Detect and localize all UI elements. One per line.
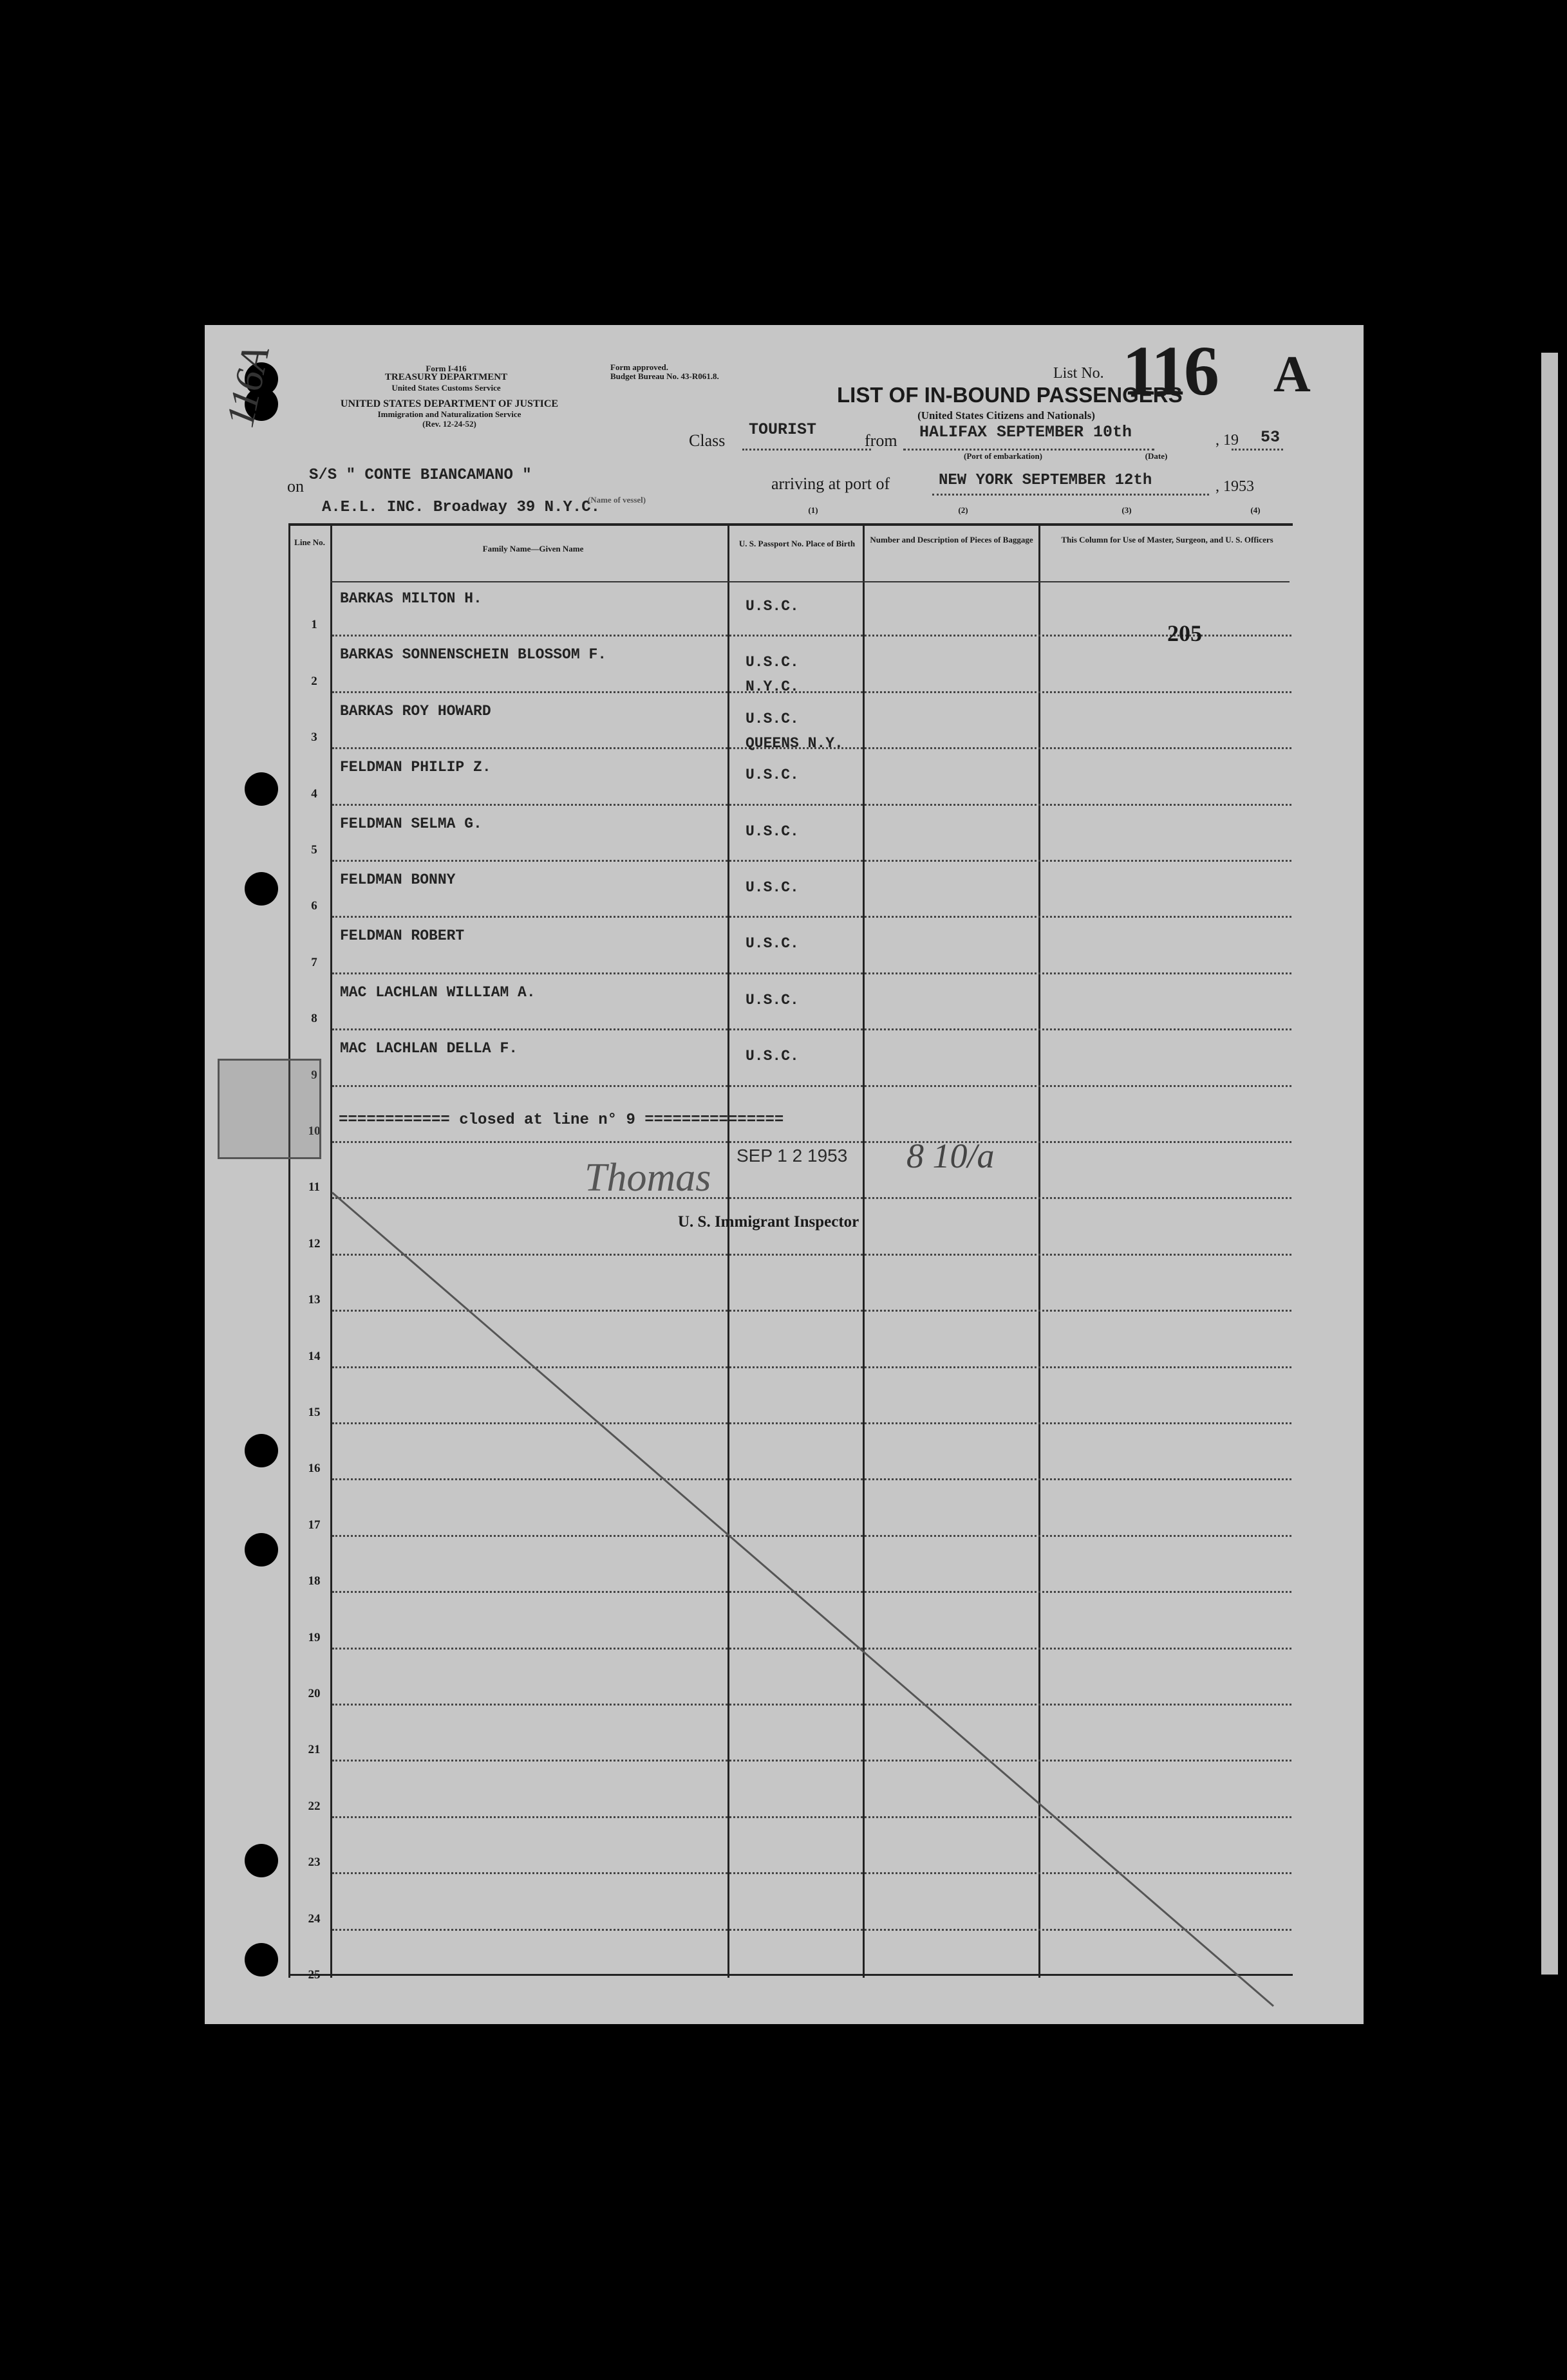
agent-line: A.E.L. INC. Broadway 39 N.Y.C. xyxy=(322,499,601,516)
closed-at-line-text: ============ closed at line n° 9 =============== xyxy=(339,1111,784,1129)
justice-dept: UNITED STATES DEPARTMENT OF JUSTICE xyxy=(340,398,559,409)
cancellation-diagonal xyxy=(205,325,1364,2024)
adjacent-page-edge xyxy=(1541,353,1558,1975)
on-label: on xyxy=(287,477,304,496)
place-of-birth: U.S.C. xyxy=(746,598,799,615)
place-of-birth: U.S.C. xyxy=(746,767,799,784)
line-number: 5 xyxy=(311,843,317,857)
passenger-name: BARKAS SONNENSCHEIN BLOSSOM F. xyxy=(340,646,607,664)
place-of-birth: U.S.C. xyxy=(746,823,799,840)
form-approved: Form approved. xyxy=(610,362,669,372)
col-baggage-header: Number and Description of Pieces of Baggage xyxy=(870,535,1033,544)
line-number: 3 xyxy=(311,730,317,745)
line-number: 6 xyxy=(311,899,317,913)
place-of-birth-detail: N.Y.C. xyxy=(746,678,799,696)
vessel-caption: (Name of vessel) xyxy=(587,495,646,505)
passenger-name: MAC LACHLAN WILLIAM A. xyxy=(340,983,536,1001)
class-label: Class xyxy=(689,431,726,450)
inspection-date-stamp: SEP 1 2 1953 xyxy=(737,1146,848,1166)
arrival-value: NEW YORK SEPTEMBER 12th xyxy=(939,472,1152,489)
col-line-header: Line No. xyxy=(294,537,325,547)
place-of-birth: U.S.C. xyxy=(746,935,799,953)
line-number: 7 xyxy=(311,955,317,969)
embarkation-value: HALIFAX SEPTEMBER 10th xyxy=(919,423,1132,442)
list-suffix: A xyxy=(1273,346,1311,403)
line-number: 21 xyxy=(308,1743,321,1757)
ins-service: Immigration and Naturalization Service xyxy=(377,409,521,419)
col-name-header: Family Name—Given Name xyxy=(482,544,584,553)
line-number: 23 xyxy=(308,1855,321,1870)
line-number: 11 xyxy=(308,1180,320,1195)
inspector-signature: Thomas xyxy=(585,1156,711,1200)
place-of-birth-detail: QUEENS N.Y. xyxy=(746,734,843,752)
line-number: 4 xyxy=(311,786,317,801)
class-value: TOURIST xyxy=(749,420,817,439)
line-number: 9 xyxy=(311,1068,317,1082)
list-label: List No. xyxy=(1053,365,1104,382)
line-number: 16 xyxy=(308,1462,321,1476)
passenger-name: BARKAS MILTON H. xyxy=(340,590,482,607)
line-number: 22 xyxy=(308,1799,321,1813)
inspector-title: U. S. Immigrant Inspector xyxy=(678,1213,859,1231)
page-subtitle: (United States Citizens and Nationals) xyxy=(917,409,1095,422)
place-of-birth: U.S.C. xyxy=(746,710,799,727)
officer-note: 205 xyxy=(1167,620,1202,646)
manifest-page xyxy=(205,325,1364,2024)
line-number: 12 xyxy=(308,1236,321,1250)
passenger-name: BARKAS ROY HOWARD xyxy=(340,702,491,720)
passenger-name: MAC LACHLAN DELLA F. xyxy=(340,1040,518,1057)
col3-caption: (2) xyxy=(958,505,968,515)
budget-bureau: Budget Bureau No. 43-R061.8. xyxy=(610,371,719,381)
line-number: 24 xyxy=(308,1911,321,1926)
passenger-name: FELDMAN PHILIP Z. xyxy=(340,759,491,776)
list-number: 116 xyxy=(1122,331,1217,410)
from-label: from xyxy=(865,431,897,450)
time-annotation: 8 10/a xyxy=(906,1137,995,1175)
vessel-name: S/S " CONTE BIANCAMANO " xyxy=(309,467,532,484)
revision: (Rev. 12-24-52) xyxy=(422,419,476,429)
line-number: 20 xyxy=(308,1687,321,1700)
arrival-year: , 1953 xyxy=(1215,478,1254,495)
customs-service: United States Customs Service xyxy=(391,383,501,393)
line-number: 2 xyxy=(311,674,317,688)
from-year: 53 xyxy=(1261,428,1281,447)
date-caption: (Date) xyxy=(1145,451,1168,461)
line-number: 18 xyxy=(308,1574,321,1588)
place-of-birth: U.S.C. xyxy=(746,1048,799,1065)
line-number: 25 xyxy=(308,1968,321,1982)
col5-caption: (4) xyxy=(1250,505,1261,515)
line-number: 10 xyxy=(308,1124,321,1138)
treasury-dept: TREASURY DEPARTMENT xyxy=(384,372,508,382)
passenger-name: FELDMAN BONNY xyxy=(340,871,456,888)
col-passport-header: U. S. Passport No. Place of Birth xyxy=(738,539,856,548)
place-of-birth: U.S.C. xyxy=(746,879,799,896)
line-number: 8 xyxy=(311,1012,317,1026)
page-title: LIST OF IN-BOUND PASSENGERS xyxy=(837,383,1183,407)
line-number: 17 xyxy=(308,1518,321,1532)
place-of-birth: U.S.C. xyxy=(746,991,799,1009)
margin-handwriting: 116A xyxy=(218,342,278,431)
line-number: 19 xyxy=(308,1630,321,1644)
place-of-birth: U.S.C. xyxy=(746,654,799,671)
col4-caption: (3) xyxy=(1121,505,1132,515)
line-number: 1 xyxy=(311,618,317,632)
arriving-label: arriving at port of xyxy=(771,474,890,493)
passenger-name: FELDMAN ROBERT xyxy=(340,927,465,945)
port-embarkation-caption: (Port of embarkation) xyxy=(963,451,1043,461)
passenger-name: FELDMAN SELMA G. xyxy=(340,815,482,832)
col-officers-header: This Column for Use of Master, Surgeon, and U. S. Officers xyxy=(1061,535,1273,544)
from-year-prefix: , 19 xyxy=(1215,432,1239,449)
line-number: 15 xyxy=(308,1406,321,1419)
line-number: 13 xyxy=(308,1293,321,1307)
form-number: Form I-416 xyxy=(426,364,467,373)
line-number: 14 xyxy=(308,1349,321,1363)
col2-caption: (1) xyxy=(808,505,818,515)
